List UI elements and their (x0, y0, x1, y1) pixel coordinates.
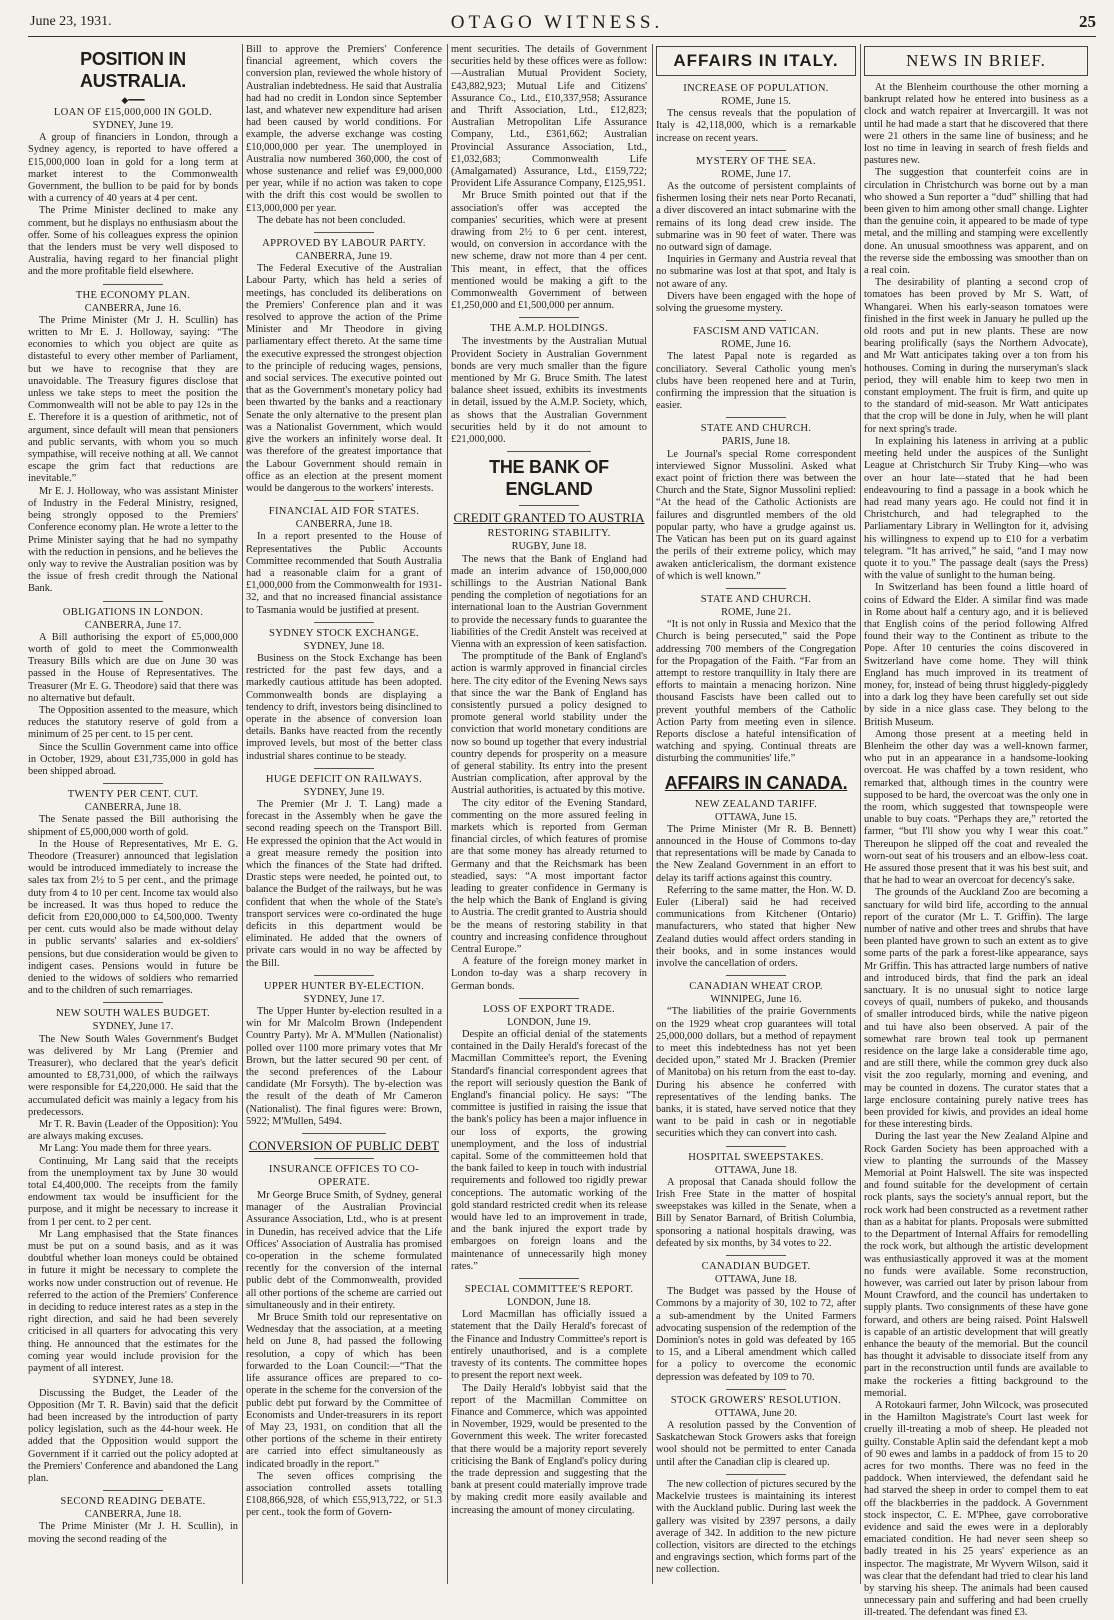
divider (103, 1490, 163, 1491)
dateline: PARIS, June 18. (721, 436, 791, 448)
divider (726, 417, 786, 418)
brief-item: The grounds of the Auckland Zoo are becoming a sanctuary for wild bird life, according to the annual report of the curator (Mr L. T. Griffin). The large number of native and other trees and shrubs that have been planted have grown to such an extent as to give some parts of the park a forest-like appearance, says Mr Griffin. This has attracted large numbers of native and introduced birds, that find the park an ideal sanctuary. It is no unusual sight to notice large coveys of quail, numbers of pukeko, and thousands of smaller introduced birds, while the native pigeon and tui have also been observed. A pair of the somewhat rare brown teal took up permanent residence on the large lake a considerable time ago, and are still there, while the common grey duck also visit the zoo regularly, morning and evening, and may be counted in dozens. The curator states that a large enclosure containing purely native trees has been provided for kiwis, and provides an ideal home for these interesting birds. (864, 887, 1088, 1131)
paragraph: “The liabilities of the prairie Governments on the 1929 wheat crop guarantees will total 25,000,000 dollars, but a method of repayment to meet this indebtedness has not yet been decided upon,” stated Mr J. Bracken (Premier of Manitoba) on his return from the east to-day. During his absence he conferred with representatives of the lending banks. The banks, it is stated, have served notice that they want to be paid in cash or in negotiable securities which they can convert into cash. (656, 1006, 856, 1140)
dateline: WINNIPEG, June 16. (710, 994, 802, 1006)
ornament-divider: ◆━━━ (121, 95, 145, 105)
divider (314, 768, 374, 769)
paragraph: The news that the Bank of England had made an interim advance of 150,000,000 schillings to the Austrian National Bank pending the completion of negotiations for an international loan to the Austrian Government to provide the necessary funds to guarantee the liabilities of the Credit Anstelt was received at Vienna with an expression of keen satisfaction. (451, 553, 647, 650)
section-title: CANADIAN BUDGET. (701, 1261, 811, 1273)
divider (726, 320, 786, 321)
dateline: CANBERRA, June 18. (295, 519, 393, 531)
divider (103, 1002, 163, 1003)
paragraph: Mr T. R. Bavin (Leader of the Opposition): You are always making excuses. (28, 1119, 238, 1143)
dateline: SYDNEY, June 18. (303, 640, 385, 652)
dateline: OTTAWA, June 18. (714, 1274, 798, 1286)
paragraph: Mr Lang emphasised that the State finances must be put on a sound basis, and as it was doubtful whether loan moneys could be obtained in future it might be necessary to complete the works now under construction out of revenue. He referred to the action of the Premiers' Conference in deciding to reduce interest rates as a step in the right direction, and said he had been severely criticised in all quarters for advocating this very thing. He announced that the estimates for the coming year would include provision for the payment of all interest. (28, 1228, 238, 1375)
section-title: INCREASE OF POPULATION. (683, 83, 829, 94)
divider (519, 1278, 579, 1279)
dateline: ROME, June 15. (721, 96, 791, 107)
divider (726, 588, 786, 589)
dateline: RUGBY, June 18. (511, 541, 587, 553)
dateline: OTTAWA, June 18. (714, 1164, 798, 1176)
brief-item: The suggestion that counterfeit coins are in circulation in Christchurch was borne out by a man who showed a Sun reporter a “dud” shilling that had been given to him among other small change. Lighter than the genuine coin, it appeared to be made of type metal, and the milling and stamping were excellently done. An unusual smoothness was apparent, and on the reverse side the embossing was smoother than on a real coin. (864, 167, 1088, 277)
dateline: CANBERRA, June 19. (295, 251, 393, 263)
paragraph: The Federal Executive of the Australian Labour Party, which has held a series of meetings, has concluded its deliberations on the Premiers' Conference plan and it was resolved to approve the action of the Prime Minister and Mr Theodore in giving parliamentary effect thereto. At the same time the executive expressed the strongest objection to the principle of reducing wages, pensions, and social services. The executive pointed out that as the Government's monetary policy had been thwarted by the banks and a reactionary Senate the only alternative to the present plan was a Nationalist Government, which would give the workers an infinitely worse deal. It was therefore of the greatest importance that the Labour Government should remain in office as an election at the present moment would be dangerous to the workers' interests. (246, 263, 442, 494)
divider (519, 998, 579, 999)
paragraph: The Prime Minister (Mr J. H. Scullin) has written to Mr E. J. Holloway, saying: “The economies to which you object are quite as distasteful to every other member of Parliament, but we have to recognise that they are unavoidable. The Treasury figures disclose that unless we take steps to meet the position the Commonwealth will not be able to pay 12s in the £. Therefore it is a question of arithmetic, not of argument, since default will mean that pensioners and public servants, with whom you so much sympathise, will receive nothing at all. We cannot escape the grim fact that reductions are inevitable.” (28, 314, 238, 485)
section-title: TWENTY PER CENT. CUT. (67, 789, 199, 801)
paragraph: Mr Bruce Smith pointed out that if the association's offer was accepted the companies' securities, which were at present drawing from 2½ to 6 per cent. interest, would, on conversion in accordance with the new scheme, draw not more than 4 per cent. This meant, in effect, that the offices mentioned would be making a gift to the Commonwealth Government of between £1,250,000 and £1,500,000 per annum. (451, 190, 647, 312)
paragraph: The new collection of pictures secured by the Mackelvie trustees is maintaining its interest with the Auckland public. During last week the gallery was visited by 2397 persons, a daily average of 342. In addition to the new picture collection, visitors are directed to the etchings and engravings section, which forms part of the new collection. (656, 1478, 856, 1576)
section-title-conversion: CONVERSION OF PUBLIC DEBT (248, 1138, 440, 1154)
paragraph: The Opposition assented to the measure, which reduces the statutory reserve of gold from a minimum of 25 per cent. to 15 per cent. (28, 704, 238, 741)
paragraph: A feature of the foreign money market in London to-day was a sharp recovery in German bonds. (451, 956, 647, 992)
dateline: SYDNEY, June 19. (92, 120, 174, 131)
paragraph: The Daily Herald's lobbyist said that the report of the Macmillan Committee on Finance and Commerce, which was appointed in November, 1929, would be presented to the Government this week. The writer forecasted that there would be a majority report severely criticising the Bank of England's policy during the trade depression and suggesting that the bank at present could materially improve trade by making credit more easily available and increasing the amount of money circulating. (451, 1382, 647, 1516)
divider (726, 1255, 786, 1256)
paragraph: Despite an official denial of the statements contained in the Daily Herald's forecast of the Macmillan Committee's report, the Evening Standard's financial correspondent agrees that the report will seriously question the Bank of England's financial policy. He says: “The committee is justified in raising the issue that the bank's policy has been a major influence in our loss of exports, the growing unemployment, and the loss of industrial capital. Some of the committeemen hold that the bank failed to keep in touch with industrial requirements and followed too rigidly prewar conceptions. The automatic working of the gold standard restricted credit when its release would have led to an improvement in trade, and the bank injured the export trade by embargoes on foreign loans and the maintenance of unnecessarily high money rates.” (451, 1029, 647, 1272)
divider (314, 975, 374, 976)
paragraph: Continuing, Mr Lang said that the receipts from the unemployment tax by June 30 would total £4,400,000. The receipts from the family endowment tax would be insufficient for the purpose, and it might be necessary to increase it from 1 per cent. to 2 per cent. (28, 1155, 238, 1228)
section-subtitle: RESTORING STABILITY. (487, 528, 611, 540)
paragraph: The Prime Minister (Mr J. H. Scullin), in moving the second reading of the (28, 1521, 238, 1545)
headline-news-in-brief: NEWS IN BRIEF. (864, 46, 1088, 76)
dateline: LONDON, June 18. (507, 1297, 591, 1309)
paragraph: Lord Macmillan has officially issued a statement that the Daily Herald's forecast of the Finance and Industry Committee's report is entirely unauthorised, and is a complete travesty of its contents. The committee hopes to present the report next week. (451, 1309, 647, 1382)
brief-item: A Rotokauri farmer, John Wilcock, was prosecuted in the Hamilton Magistrate's Court last week for cruelly ill-treating a mob of sheep. He pleaded not guilty. Constable Aplin said the defendant kept a mob of 90 ewes and lambs in a paddock of from 15 to 20 acres for two months. There was no feed in the paddock. When interviewed, the defendant said he had starved the sheep in order to compel them to eat off the blackberries in the paddock. A Government stock inspector, C. E. M'Phee, gave corroborative evidence and said the ewes were in a deplorably emaciated condition. He had never seen sheep so badly treated in his 25 years' experience as an inspector. The magistrate, Mr Wyvern Wilson, said it was clear that the defendant had tried to clear his land by starving his sheep. The animals had been caused unnecessary pain and suffering and had been cruelly ill-treated. The defendant was fined £3. (864, 1399, 1088, 1619)
headline-canada: AFFAIRS IN CANADA. (664, 772, 848, 793)
paragraph: Bill to approve the Premiers' Conference financial agreement, which covers the conversion plan, reviewed the whole history of Australian indebtedness. He said that Australia had had no credit in London since September last, and whatever new expenditure had arisen had been caused by world conditions. For example, the adverse exchange was costing £10,000,000 per year. The unemployed in Australia now numbered 360,000, the cost of whose sustenance and relief was £9,000,000 per year, while if no action was taken to cope with the drift this cost would be swollen to £13,000,000 per year. (246, 44, 442, 214)
section-title: MYSTERY OF THE SEA. (696, 155, 816, 167)
divider (314, 232, 374, 233)
headline-italy: AFFAIRS IN ITALY. (656, 46, 856, 76)
paragraph: The Prime Minister declined to make any comment, but he displays no enthusiasm about the offer. Some of his colleagues express the opinion that the lenders must be very well disposed to Australia, having regard to her financial plight and the more profitable field elsewhere. (28, 205, 238, 278)
paragraph: Mr George Bruce Smith, of Sydney, general manager of the Australian Provincial Assurance Association, Ltd., who is at present in Dunedin, has received advice that the Life Offices' Association of Australia has promised co-operation in the scheme formulated recently for the conversion of the internal public debt of the Commonwealth, provided all other portions of the scheme are carried out simultaneously and in their entirety. (246, 1190, 442, 1311)
divider (726, 150, 786, 151)
section-title: LOAN OF £15,000,000 IN GOLD. (53, 107, 213, 118)
brief-item: At the Blenheim courthouse the other morning a bankrupt related how he entered into business as a clock and watch repairer at Invercargill. It was not until he had made a start that he discovered that there were 21 others in the same line of business; and he lost no time in leaving in search of fresh fields and pastures new. (864, 82, 1088, 167)
brief-item: During the last year the New Zealand Alpine and Rock Garden Society has been approached with a view to planting the surrounds of the Massey Memorial at Point Halswell. The site was inspected and found suitable for the development of certain rock plants, says the society's annual report, but the rock work had been constructed as a revetment rather than as a habitat for plants. Proposals were submitted to the Department of Internal Affairs for remodelling the rock work, but although the artistic development was enthusiastically approved it was at the moment no funds were available. Some reconstruction, however, was carried out later by prison labour from Mount Crawford, and the council has undertaken to supply plants. Two consignments of these have gone forward, and others are being raised. Point Halswell is capable of an artistic development that will greatly enhance the beauty of the memorial. But the council has thought it advisable to dissociate itself from any part in the reconstruction until funds are available to make the rockeries a fitting background to the memorial. (864, 1131, 1088, 1399)
column-1 (28, 44, 238, 1582)
section-title: FINANCIAL AID FOR STATES. (268, 506, 420, 518)
brief-item: In explaining his lateness in arriving at a public meeting held under the auspices of the Sunlight League at Christchurch Sir Truby King—who was over an hour late—stated that he had been endeavouring to find a passage in a book which he had read many years ago. He could not find it in Christchurch, and had telegraphed to the Parliamentary Library in Wellington for it, advising his willingness to expend up to £10 for a verbatim telegram. “It has arrived,” he said, “and I may now quote it to you.” The passage dealt (says the Press) with the value of sunlight to the human being. (864, 435, 1088, 582)
paragraph: The New South Wales Government's Budget was delivered by Mr Lang (Premier and Treasurer), who declared that the year's deficit amounted to £8,731,000, of which the railways were responsible for £4,220,000. He said that the accumulated deficit was mainly a legacy from his predecessors. (28, 1033, 238, 1118)
divider (314, 622, 374, 623)
divider (519, 317, 579, 318)
headline-bank-of-england: THE BANK OF ENGLAND (489, 457, 609, 500)
paragraph: The Upper Hunter by-election resulted in a win for Mr Malcolm Brown (Independent Country Party). Mr A. M'Mullen (Nationalist) polled over 1100 more primary votes that Mr Brown, but the latter secured 90 per cent. of the second preferences of the Labour candidate (Mr Forsyth). The by-election was the result of the death of Mr Cameron (Nationalist). The final figures were: Brown, 5922; M'Mullen, 5494. (246, 1006, 442, 1127)
dateline: ROME, June 17. (721, 168, 791, 180)
section-title: STOCK GROWERS' RESOLUTION. (670, 1394, 842, 1406)
dateline: LONDON, June 19. (507, 1016, 591, 1028)
section-subtitle: CREDIT GRANTED TO AUSTRIA (453, 510, 645, 526)
section-title: CANADIAN WHEAT CROP. (689, 981, 823, 993)
paragraph: Discussing the Budget, the Leader of the Opposition (Mr T. R. Bavin) said that the deficit had been increased by the introduction of party policy legislation, such as the 44-hour week. He added that the Opposition would support the Government if it carried out the policy adopted at the Premiers' Conference and abandoned the Lang plan. (28, 1387, 238, 1484)
paragraph: A proposal that Canada should follow the Irish Free State in the matter of hospital sweepstakes was killed in the Senate, when a Bill by Senator Barnard, of British Columbia, sponsoring a national hospitals drawing, was defeated by six months, by 34 votes to 22. (656, 1176, 856, 1249)
paragraph: As the outcome of persistent complaints of fishermen losing their nets near Porto Recanati, a diver discovered an intact submarine with the remains of its long dead crew inside. The submarine was in 90 feet of water. There was no outward sign of damage. (656, 181, 856, 254)
column-5 (864, 44, 1088, 1619)
dateline: CANBERRA, June 16. (84, 302, 182, 314)
paragraph: The seven offices comprising the association controlled assets totalling £108,866,928, of which £55,913,722, or 51.3 per cent., took the form of Govern- (246, 1470, 442, 1519)
dateline: OTTAWA, June 15. (714, 811, 798, 823)
section-title: FASCISM AND VATICAN. (693, 326, 819, 338)
divider (103, 601, 163, 602)
paragraph: The debate has not been concluded. (257, 214, 406, 226)
section-title: THE A.M.P. HOLDINGS. (490, 323, 608, 335)
paragraph: The investments by the Australian Mutual Provident Society in Australian Government bonds are very much smaller than the figure mentioned by Mr G. Bruce Smith. The latest balance sheet issued, exhibits its investments in detail, issued by the A.M.P. Society, which, as shows that the Australian Government securities held by it do not amount to £21,000,000. (451, 336, 647, 446)
issue-date: June 23, 1931. (30, 14, 112, 29)
divider (103, 783, 163, 784)
section-title: UPPER HUNTER BY-ELECTION. (263, 980, 425, 992)
dateline: CANBERRA, June 17. (84, 619, 182, 631)
divider (726, 1389, 786, 1390)
paragraph: Divers have been engaged with the hope of solving the gruesome mystery. (656, 290, 856, 315)
column-4 (656, 44, 856, 1582)
section-title: HUGE DEFICIT ON RAILWAYS. (265, 773, 423, 785)
paragraph: Mr Bruce Smith told our representative on Wednesday that the association, at a meeting held on June 8, had passed the following resolution, a copy of which has been forwarded to the Loan Council:—“That the life assurance offices are prepared to co-operate in the scheme for the conversion of the public debt put forward by the Committee of Economists and Under-treasurers in its report of May 23, 1931, on condition that all the other portions of the scheme in their entirety are carried into effect simultaneously as indicated broadly in the report.” (246, 1312, 442, 1470)
brief-item: In Switzerland has been found a little hoard of coins of Edward the Elder. A similar find was made in Rome about half a century ago, and it is believed that English coins of the period following Alfred found their way to the Continent as tribute to the Pope. After 10 centuries the coins discovered in Switzerland have come home. They will think England has much improved in its treatment of money, for, instead of being thrust higgledy-piggledy into a dark log they have been carefully set out side by side in a nice glass case. They belong to the British Museum. (864, 582, 1088, 728)
dateline: CANBERRA, June 18. (84, 1509, 182, 1521)
headline-australia: POSITION IN AUSTRALIA. (80, 49, 186, 91)
paragraph: A resolution passed by the Convention of Saskatchewan Stock Growers asks that foreign wool should not be permitted to enter Canada until after the Canadian clip is cleared up. (656, 1420, 856, 1468)
column-divider (652, 44, 653, 1584)
dateline: SYDNEY, June 17. (92, 1021, 174, 1033)
section-title: SYDNEY STOCK EXCHANGE. (269, 627, 419, 639)
paragraph: The Premier (Mr J. T. Lang) made a forecast in the Assembly when he gave the second reading speech on the Transport Bill. He expressed the opinion that the Act would in a great measure remedy the position into which the finances of the State had drifted. Drastic steps were needed, he pointed out, to balance the Budget of the railways, but he was confident that when the whole of the State's transport services were co-ordinated the huge deficits in this department would be eliminated. He added that the owners of private cars would in no way be affected by the Bill. (246, 798, 442, 969)
section-title: NEW ZEALAND TARIFF. (694, 798, 818, 810)
section-title: APPROVED BY LABOUR PARTY. (262, 238, 426, 250)
section-title: SPECIAL COMMITTEE'S REPORT. (464, 1284, 634, 1296)
masthead (0, 0, 1114, 44)
dateline: ROME, June 16. (721, 339, 791, 351)
divider (507, 451, 591, 452)
section-title: HOSPITAL SWEEPSTAKES. (688, 1151, 824, 1163)
dateline: SYDNEY, June 17. (303, 993, 385, 1005)
newspaper-title: OTAGO WITNESS. (450, 12, 664, 33)
paragraph: Since the Scullin Government came into office in October, 1929, about £31,735,000 in gold has been shipped abroad. (28, 741, 238, 777)
paragraph: Business on the Stock Exchange has been restricted for the past few days, and a markedly cautious attitude has been adopted. Commonwealth bonds are displaying a tendency to drift, investors being disinclined to operate in the absence of conversion loan details. Banks have reacted from the recently improved levels, but most of the better class industrial shares continue to be steady. (246, 652, 442, 762)
divider (314, 1158, 374, 1159)
paragraph: A Bill authorising the export of £5,000,000 worth of gold to meet the Commonwealth Treasury Bills which are due on June 30 was passed in the House of Representatives. The Treasurer (Mr E. G. Theodore) said that there was no alternative but default. (28, 631, 238, 704)
paragraph: Mr Lang: You made them for three years. (39, 1143, 212, 1155)
column-divider (242, 44, 243, 1584)
dateline: SYDNEY, June 18. (92, 1375, 174, 1387)
paragraph: In the House of Representatives, Mr E. G. Theodore (Treasurer) announced that legislation would be introduced immediately to increase the sales tax from 2½ to 5 per cent., and the primage duty from 4 to 10 per cent. Income tax would also be increased. It was thus hoped to reduce the deficit from £20,000,000 to £4,500,000. Twenty per cent. cuts would also be made without delay in public servants' salaries and ex-soldiers' pensions, but due consideration would be given to indigent cases. Pensions would in future be denied to the widows of soldiers who remarried and to the children of such remarriages. (28, 838, 238, 997)
section-title: STATE AND CHURCH. (700, 593, 812, 605)
paragraph: A group of financiers in London, through a Sydney agency, is reported to have offered a £15,000,000 loan in gold for a long term at market interest to the Commonwealth Government, the bullion to be paid for by bonds with a currency of 40 years at 4 per cent. (28, 132, 238, 205)
paragraph: The latest Papal note is regarded as conciliatory. Several Catholic young men's clubs have been reopened here and at Turin, confirming the impression that the situation is easier. (656, 351, 856, 412)
paragraph: Le Journal's special Rome correspondent interviewed Signor Mussolini. Asked what exact point of friction there was between the Church and the State, Signor Mussolini replied: “At the head of the Catholic Actionists are failures and disgruntled members of the old popular party, who have a grudge against us. The Vatican has been put on its guard against the perils of their extreme policy, which may awaken anticlericalism, the dormant existence of which is well known.” (656, 448, 856, 582)
paragraph: The Senate passed the Bill authorising the shipment of £5,000,000 worth of gold. (28, 814, 238, 838)
section-title: LOSS OF EXPORT TRADE. (483, 1003, 615, 1015)
brief-item: Among those present at a meeting held in Blenheim the other day was a well-known farmer, who put in an appearance in a handsome-looking overcoat. He was chaffed by a town resident, who remarked that, although times in the country were supposed to be hard, the overcoat was the only one in the room, which suggested that townspeople were unable to buy coats. “Perhaps they are,” retorted the farmer, “but I'll show you why I wear this coat.” Thereupon he slipped off the coat and revealed the worn-out seat of his trousers and an elbow-less coat. He assured those present that it was his best suit, and that he had to wear an overcoat for decency's sake. (864, 728, 1088, 887)
column-divider (447, 44, 448, 1584)
section-title: THE ECONOMY PLAN. (75, 289, 191, 301)
paragraph: Inquiries in Germany and Austria reveal that no submarine was lost at that spot, and Italy is not aware of any. (656, 254, 856, 290)
divider (726, 1474, 786, 1475)
section-subtitle: INSURANCE OFFICES TO CO-OPERATE. (268, 1164, 420, 1189)
divider (519, 505, 579, 506)
paragraph: Mr E. J. Holloway, who was assistant Minister of Industry in the Federal Ministry, resigned, being strongly opposed to the Premiers' Conference economy plan. He wrote a letter to the Prime Minister saying that he had no sympathy with the reduction in pensions, and he believes the only way to revive the Australian position was by the issue of fresh credit through the National Bank. (28, 485, 238, 595)
column-3 (451, 44, 647, 1582)
divider (726, 1146, 786, 1147)
section-title: STATE AND CHURCH. (700, 423, 812, 435)
column-2 (246, 44, 442, 1582)
section-title: NEW SOUTH WALES BUDGET. (55, 1008, 211, 1020)
paragraph: The Budget was passed by the House of Commons by a majority of 30, 102 to 72, after a sub-amendment by the United Farmers advocating suspension of the redemption of the Dominion's notes in gold was defeated by 165 to 15, and a Liberal amendment which called for a policy to overcome the economic depression was defeated by 109 to 70. (656, 1286, 856, 1383)
divider (302, 1133, 386, 1134)
dateline: OTTAWA, June 20. (714, 1407, 798, 1419)
brief-item: The desirability of planting a second crop of tomatoes has been proved by Mr S. Watt, of Whangarei. When his early-season tomatoes were finished in the first week in January he pulled up the old roots and put in new plants. These are now bearing prolifically (says the Northern Advocate), and Mr Watt anticipates taking over a ton from his hothouses. Coming in during the nurseryman's slack period, they will enable him to keep two men in constant employment. The fruit is firm, and quite up to the standard of mid-season. Mr Watt anticipates that the crop will be done in July, when he will plant for next spring's trade. (864, 277, 1088, 435)
paragraph: The census reveals that the population of Italy is 42,118,000, which is a remarkable increase on recent years. (656, 108, 856, 144)
divider (726, 975, 786, 976)
paragraph: The city editor of the Evening Standard, commenting on the more assured feeling in markets which is reported from German financial circles, of which features of promise are that some money has already returned to Germany and that the Reichsmark has been steadied, says: “A most important factor leading to greater confidence in Germany is the help which the Bank of England is giving to Austria. The credit granted to Austria should be the means of restoring stability in that country and increasing confidence throughout Central Europe.” (451, 797, 647, 955)
divider (314, 500, 374, 501)
paragraph: In a report presented to the House of Representatives the Public Accounts Committee recommended that South Australia had a reasonable claim for a grant of £1,000,000 from the Commonwealth for 1931-32, and that no increased financial assistance to Tasmania would be justified at present. (246, 531, 442, 616)
section-title: OBLIGATIONS IN LONDON. (62, 606, 204, 618)
masthead-rule (28, 36, 1096, 37)
paragraph: The Prime Minister (Mr R. B. Bennett) announced in the House of Commons to-day that representations will be made by Canada to the New Zealand Government in an effort to delay its tariff actions against this country. (656, 823, 856, 884)
dateline: CANBERRA, June 18. (84, 802, 182, 814)
paragraph: ment securities. The details of Government securities held by these offices were as follow:—Australian Mutual Provident Society, £43,882,923; Mutual Life and Citizens' Assurance Co., Ltd., £10,337,958; Assurance and Thrift Association, Ltd., £12,823; Australian Metropolitan Life Assurance Company, Ltd., £361,662; Australian Provincial Assurance Association, Ltd., £1,032,683; Commonwealth Life (Amalgamated) Assurance, Ltd., £159,722; Provident Life Assurance Company, £125,951. (451, 44, 647, 190)
divider (103, 284, 163, 285)
column-divider (860, 44, 861, 1584)
page-number: 25 (1079, 12, 1096, 31)
dateline: SYDNEY, June 19. (303, 786, 385, 798)
section-title: SECOND READING DEBATE. (60, 1496, 206, 1508)
dateline: ROME, June 21. (721, 606, 791, 618)
paragraph: “It is not only in Russia and Mexico that the Church is being persecuted,” said the Pope addressing 700 members of the Congregation for the Propagation of the Faith. “Far from an attempt to restore tranquillity in Italy there are efforts to maintain a menacing horizon. Nine thousand Fascists have been called out to prevent youthful members of the Catholic Action Party from meeting even in silence. Reports disclose a hateful intensification of watching and spying. Continual threats are disturbing the communities' life.” (656, 619, 856, 765)
paragraph: Referring to the same matter, the Hon. W. D. Euler (Liberal) said he had received communications from Kitchener (Ontario) manufacturers, who stated that higher New Zealand duties would affect orders standing in their books, and in some instances would involve the cancellation of orders. (656, 884, 856, 969)
paragraph: The promptitude of the Bank of England's action is warmly approved in financial circles here. The city editor of the Evening News says that since the war the Bank of England has consistently pursued a policy designed to promote general world stability under the conviction that world monetary conditions are now so bound up together that every industrial country depends for prosperity on a measure of general stability. Its entry into the present Austrian complication, after approval by the Austrial authorities, is actuated by this motive. (451, 651, 647, 797)
